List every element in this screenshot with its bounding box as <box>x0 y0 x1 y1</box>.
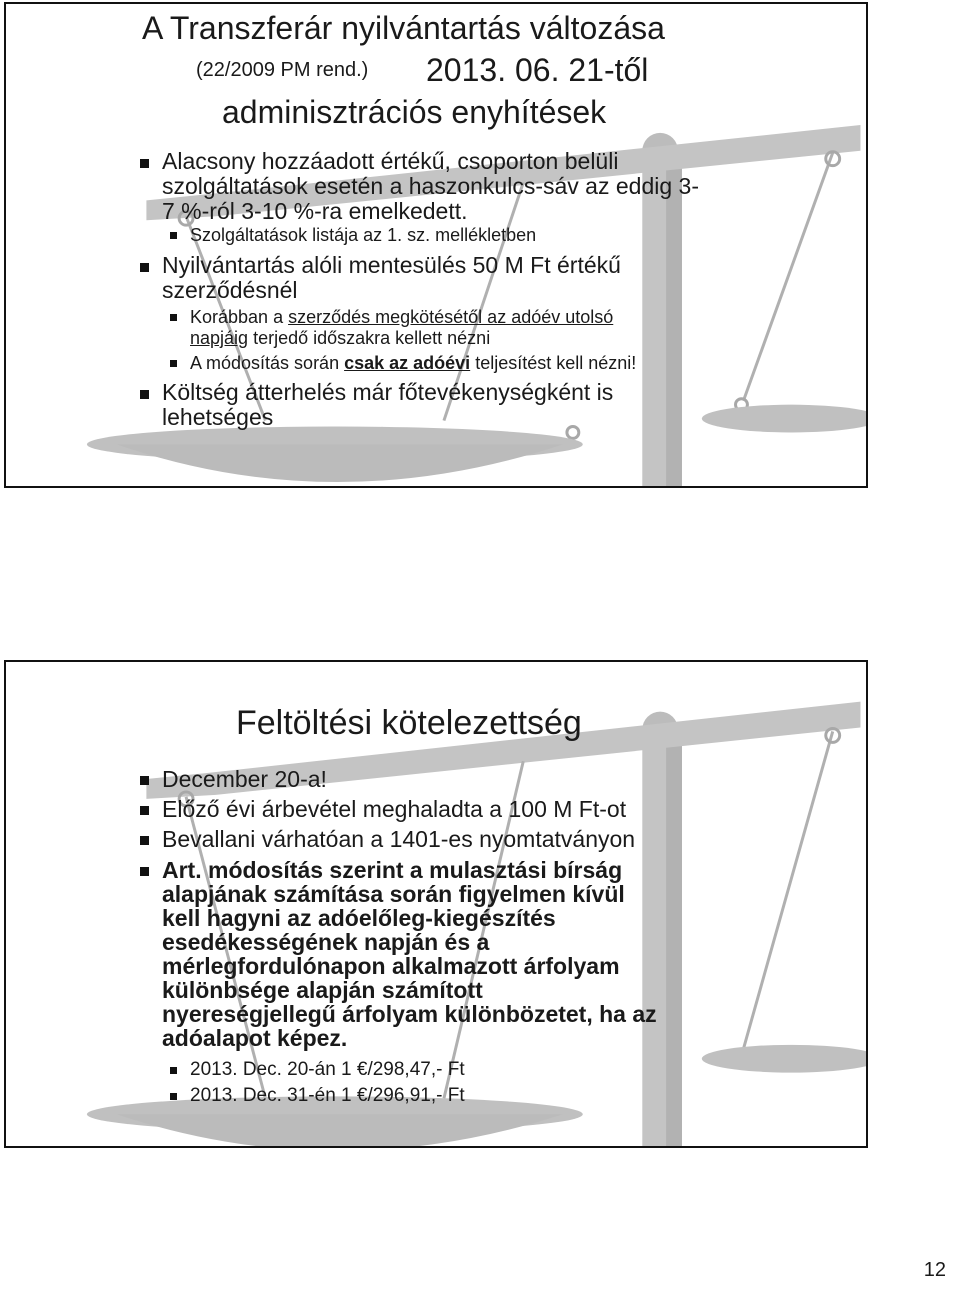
bullet-3-line-1: Költség átterhelés már főtevékenységként is <box>162 379 614 405</box>
sub-bullet-icon <box>170 232 177 239</box>
bullet-art-line-3: kell hagyni az adóelőleg-kiegészítés <box>162 905 556 931</box>
bullet-2-sub-1-line-2: napjáig terjedő időszakra kellett nézni <box>190 328 491 348</box>
bullet-art-line-1: Art. módosítás szerint a mulasztási bírság <box>162 857 623 883</box>
bullet-icon <box>140 390 149 399</box>
bullet-icon <box>140 159 149 168</box>
bullet-2-line-2: szerződésnél <box>162 277 298 303</box>
bullet-icon <box>140 867 149 876</box>
sub-bullet-icon <box>170 1093 177 1100</box>
bullet-2-line-1: Nyilvántartás alóli mentesülés 50 M Ft értékű <box>162 252 621 278</box>
bullet-2-sub-1-line-1: Korábban a szerződés megkötésétől az adóév utolsó <box>190 307 614 327</box>
bullet-art-line-8: adóalapot képez. <box>162 1025 348 1051</box>
bullet-deadline: December 20-a! <box>162 766 327 792</box>
bullet-art-line-2: alapjának számítása során figyelmen kívül <box>162 881 625 907</box>
bullet-icon <box>140 836 149 845</box>
bullet-1-line-3: 7 %-ról 3-10 %-ra emelkedett. <box>162 198 468 224</box>
bullet-art-line-5: mérlegfordulónapon alkalmazott árfolyam <box>162 953 620 979</box>
slide-1-title-line-1: A Transzferár nyilvántartás változása <box>142 10 665 46</box>
bullet-art-line-4: esedékességének napján és a <box>162 929 490 955</box>
slide-2 <box>4 660 868 1148</box>
sub-bullet-icon <box>170 360 177 367</box>
sub-bullet-icon <box>170 1067 177 1074</box>
slide-1-title-ref: (22/2009 PM rend.) <box>196 59 369 81</box>
page-number: 12 <box>923 1259 946 1281</box>
slide-2-title: Feltöltési kötelezettség <box>236 704 582 742</box>
slide-1-title-date: 2013. 06. 21-től <box>426 52 649 88</box>
bullet-revenue: Előző évi árbevétel meghaladta a 100 M Ft-ot <box>162 796 627 822</box>
bullet-art-line-7: nyereségjellegű árfolyam különbözetet, ha az <box>162 1001 657 1027</box>
rate-dec-20: 2013. Dec. 20-án 1 €/298,47,- Ft <box>190 1059 465 1080</box>
bullet-1-line-1: Alacsony hozzáadott értékű, csoporton belüli <box>162 148 619 174</box>
bullet-3-line-2: lehetséges <box>162 404 274 430</box>
bullet-icon <box>140 806 149 815</box>
bullet-1-sub: Szolgáltatások listája az 1. sz. mellékletben <box>190 225 537 245</box>
bullet-1-line-2: szolgáltatások esetén a haszonkulcs-sáv az eddig 3- <box>162 173 699 199</box>
slide-1-title-line-3: adminisztrációs enyhítések <box>222 94 607 130</box>
bullet-art-line-6: különbsége alapján számított <box>162 977 483 1003</box>
bullet-2-sub-2: A módosítás során csak az adóévi teljesítést kell nézni! <box>190 353 637 373</box>
bullet-icon <box>140 263 149 272</box>
bullet-icon <box>140 776 149 785</box>
rate-dec-31: 2013. Dec. 31-én 1 €/296,91,- Ft <box>190 1085 465 1106</box>
bullet-form: Bevallani várhatóan a 1401-es nyomtatványon <box>162 826 636 852</box>
slide-1 <box>4 2 868 488</box>
sub-bullet-icon <box>170 314 177 321</box>
